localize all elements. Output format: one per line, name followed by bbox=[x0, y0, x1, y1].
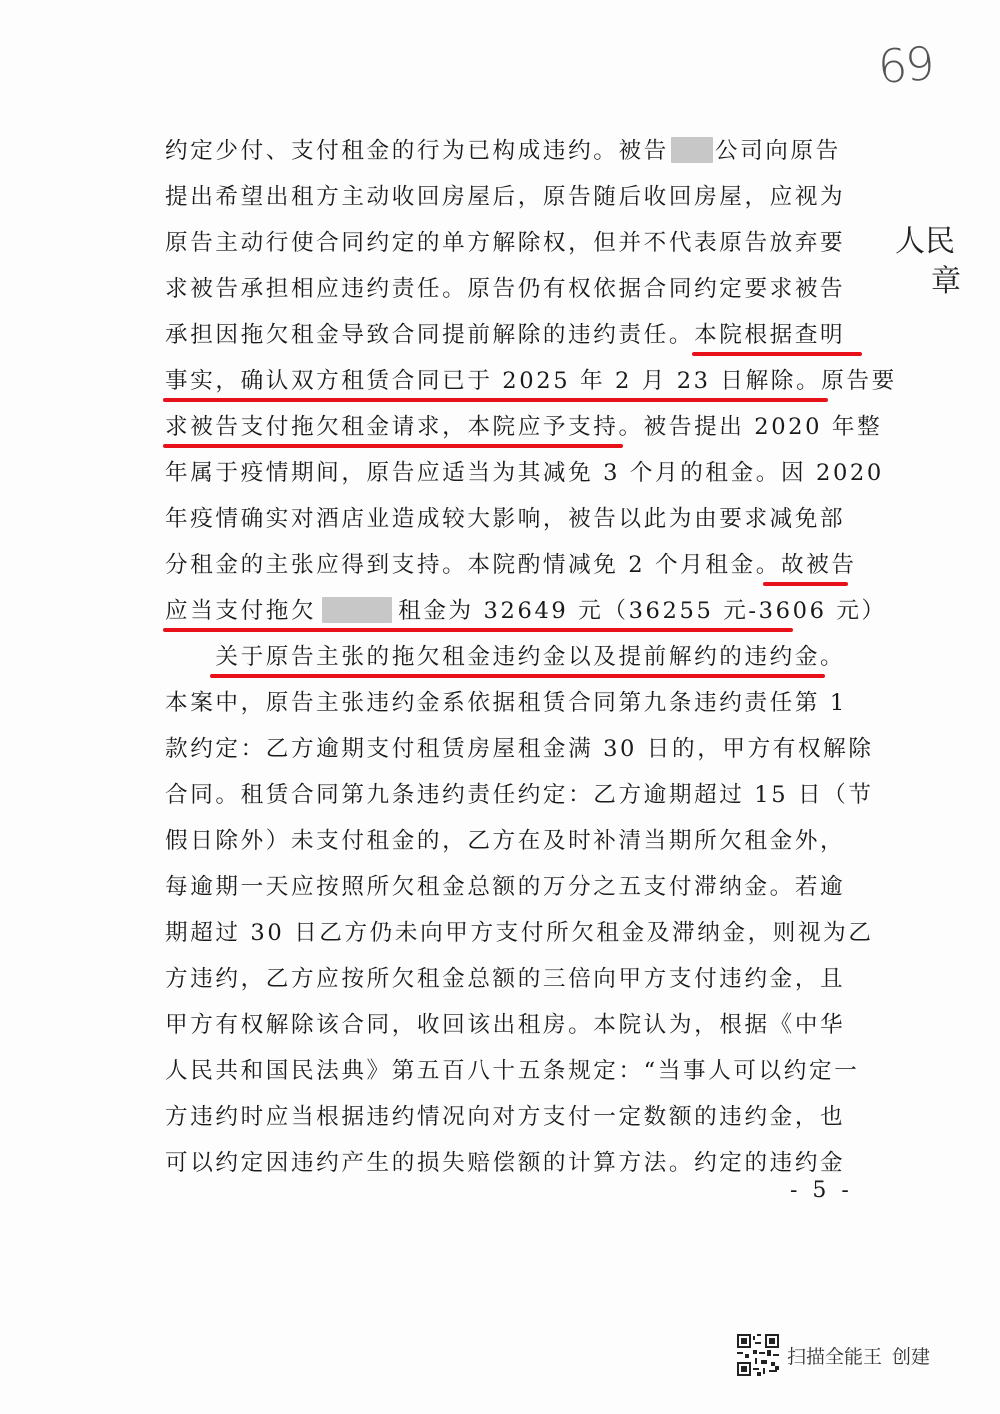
text-segment: 年属于疫情期间，原告应适当为其减免 3 个月的租金。因 2020 bbox=[165, 460, 884, 486]
seal-text-line2: 章 bbox=[931, 264, 961, 299]
red-underline-annotation bbox=[210, 674, 825, 678]
text-segment: 假日除外）未支付租金的，乙方在及时补清当期所欠租金外， bbox=[165, 828, 846, 854]
text-segment: 公司向原告 bbox=[714, 138, 841, 164]
text-line bbox=[165, 680, 855, 726]
text-line bbox=[165, 266, 855, 312]
text-segment: 求被告承担相应违约责任。原告仍有权依据合同约定要求被告 bbox=[165, 276, 846, 302]
text-segment: 本案中，原告主张违约金系依据租赁合同第九条违约责任第 1 bbox=[165, 690, 847, 716]
court-seal-fragment bbox=[895, 222, 963, 312]
red-underline-annotation bbox=[163, 628, 793, 632]
text-segment: 甲方有权解除该合同，收回该出租房。本院认为，根据《中华 bbox=[165, 1012, 846, 1038]
text-line bbox=[165, 128, 855, 174]
text-segment: 方违约，乙方应按所欠租金总额的三倍向甲方支付违约金，且 bbox=[165, 966, 846, 992]
text-line bbox=[165, 910, 874, 956]
text-line bbox=[165, 174, 855, 220]
text-segment: 合同。租赁合同第九条违约责任约定：乙方逾期超过 15 日（节 bbox=[165, 782, 874, 808]
red-underline-annotation bbox=[163, 398, 828, 402]
redaction-block bbox=[671, 137, 713, 163]
text-line bbox=[165, 1140, 855, 1186]
text-line bbox=[165, 818, 855, 864]
text-segment: 期超过 30 日乙方仍未向甲方支付所欠租金及滞纳金，则视为乙 bbox=[165, 920, 874, 946]
qr-code-icon bbox=[737, 1334, 779, 1376]
text-line bbox=[165, 1094, 855, 1140]
text-segment: 约定少付、支付租金的行为已构成违约。被告 bbox=[165, 138, 669, 164]
judgment-body-text bbox=[165, 128, 897, 1186]
text-segment: 款约定：乙方逾期支付租赁房屋租金满 30 日的，甲方有权解除 bbox=[165, 736, 874, 762]
text-line bbox=[165, 1048, 860, 1094]
text-segment: 求被告支付拖欠租金请求，本院应予支持。被告提出 2020 年整 bbox=[165, 414, 883, 440]
text-line bbox=[165, 542, 855, 588]
seal-text-line1: 人民 bbox=[895, 224, 955, 259]
text-line bbox=[165, 496, 855, 542]
text-segment: 租金为 32649 元（36255 元-3606 元） bbox=[398, 598, 887, 624]
text-segment: 关于原告主张的拖欠租金违约金以及提前解约的违约金。 bbox=[165, 644, 846, 670]
text-segment: 提出希望出租方主动收回房屋后，原告随后收回房屋，应视为 bbox=[165, 184, 846, 210]
scanner-watermark bbox=[787, 1342, 930, 1369]
handwritten-page-number: 69 bbox=[876, 36, 935, 94]
text-line bbox=[165, 726, 874, 772]
text-segment: 方违约时应当根据违约情况向对方支付一定数额的违约金，也 bbox=[165, 1104, 846, 1130]
text-segment: 分租金的主张应得到支持。本院酌情减免 2 个月租金。故被告 bbox=[165, 552, 857, 578]
scanner-action: 创建 bbox=[892, 1346, 931, 1368]
scanner-app-name: 扫描全能王 bbox=[787, 1346, 883, 1368]
text-segment: 人民共和国民法典》第五百八十五条规定：“当事人可以约定一 bbox=[165, 1058, 860, 1084]
page-number: - 5 - bbox=[790, 1178, 853, 1203]
text-segment: 承担因拖欠租金导致合同提前解除的违约责任。本院根据查明 bbox=[165, 322, 846, 348]
text-segment: 应当支付拖欠 bbox=[165, 598, 317, 624]
text-line bbox=[165, 772, 874, 818]
red-underline-annotation bbox=[763, 582, 848, 586]
text-line bbox=[165, 220, 855, 266]
text-line bbox=[165, 864, 855, 910]
text-segment: 事实，确认双方租赁合同已于 2025 年 2 月 23 日解除。原告要 bbox=[165, 368, 897, 394]
text-segment: 原告主动行使合同约定的单方解除权，但并不代表原告放弃要 bbox=[165, 230, 846, 256]
text-segment: 每逾期一天应按照所欠租金总额的万分之五支付滞纳金。若逾 bbox=[165, 874, 846, 900]
text-line bbox=[165, 956, 855, 1002]
redaction-block bbox=[322, 597, 392, 623]
text-line bbox=[165, 450, 884, 496]
text-segment: 可以约定因违约产生的损失赔偿额的计算方法。约定的违约金 bbox=[165, 1150, 846, 1176]
red-underline-annotation bbox=[692, 352, 862, 356]
red-underline-annotation bbox=[163, 444, 623, 448]
text-line bbox=[165, 1002, 855, 1048]
text-segment: 年疫情确实对酒店业造成较大影响，被告以此为由要求减免部 bbox=[165, 506, 846, 532]
